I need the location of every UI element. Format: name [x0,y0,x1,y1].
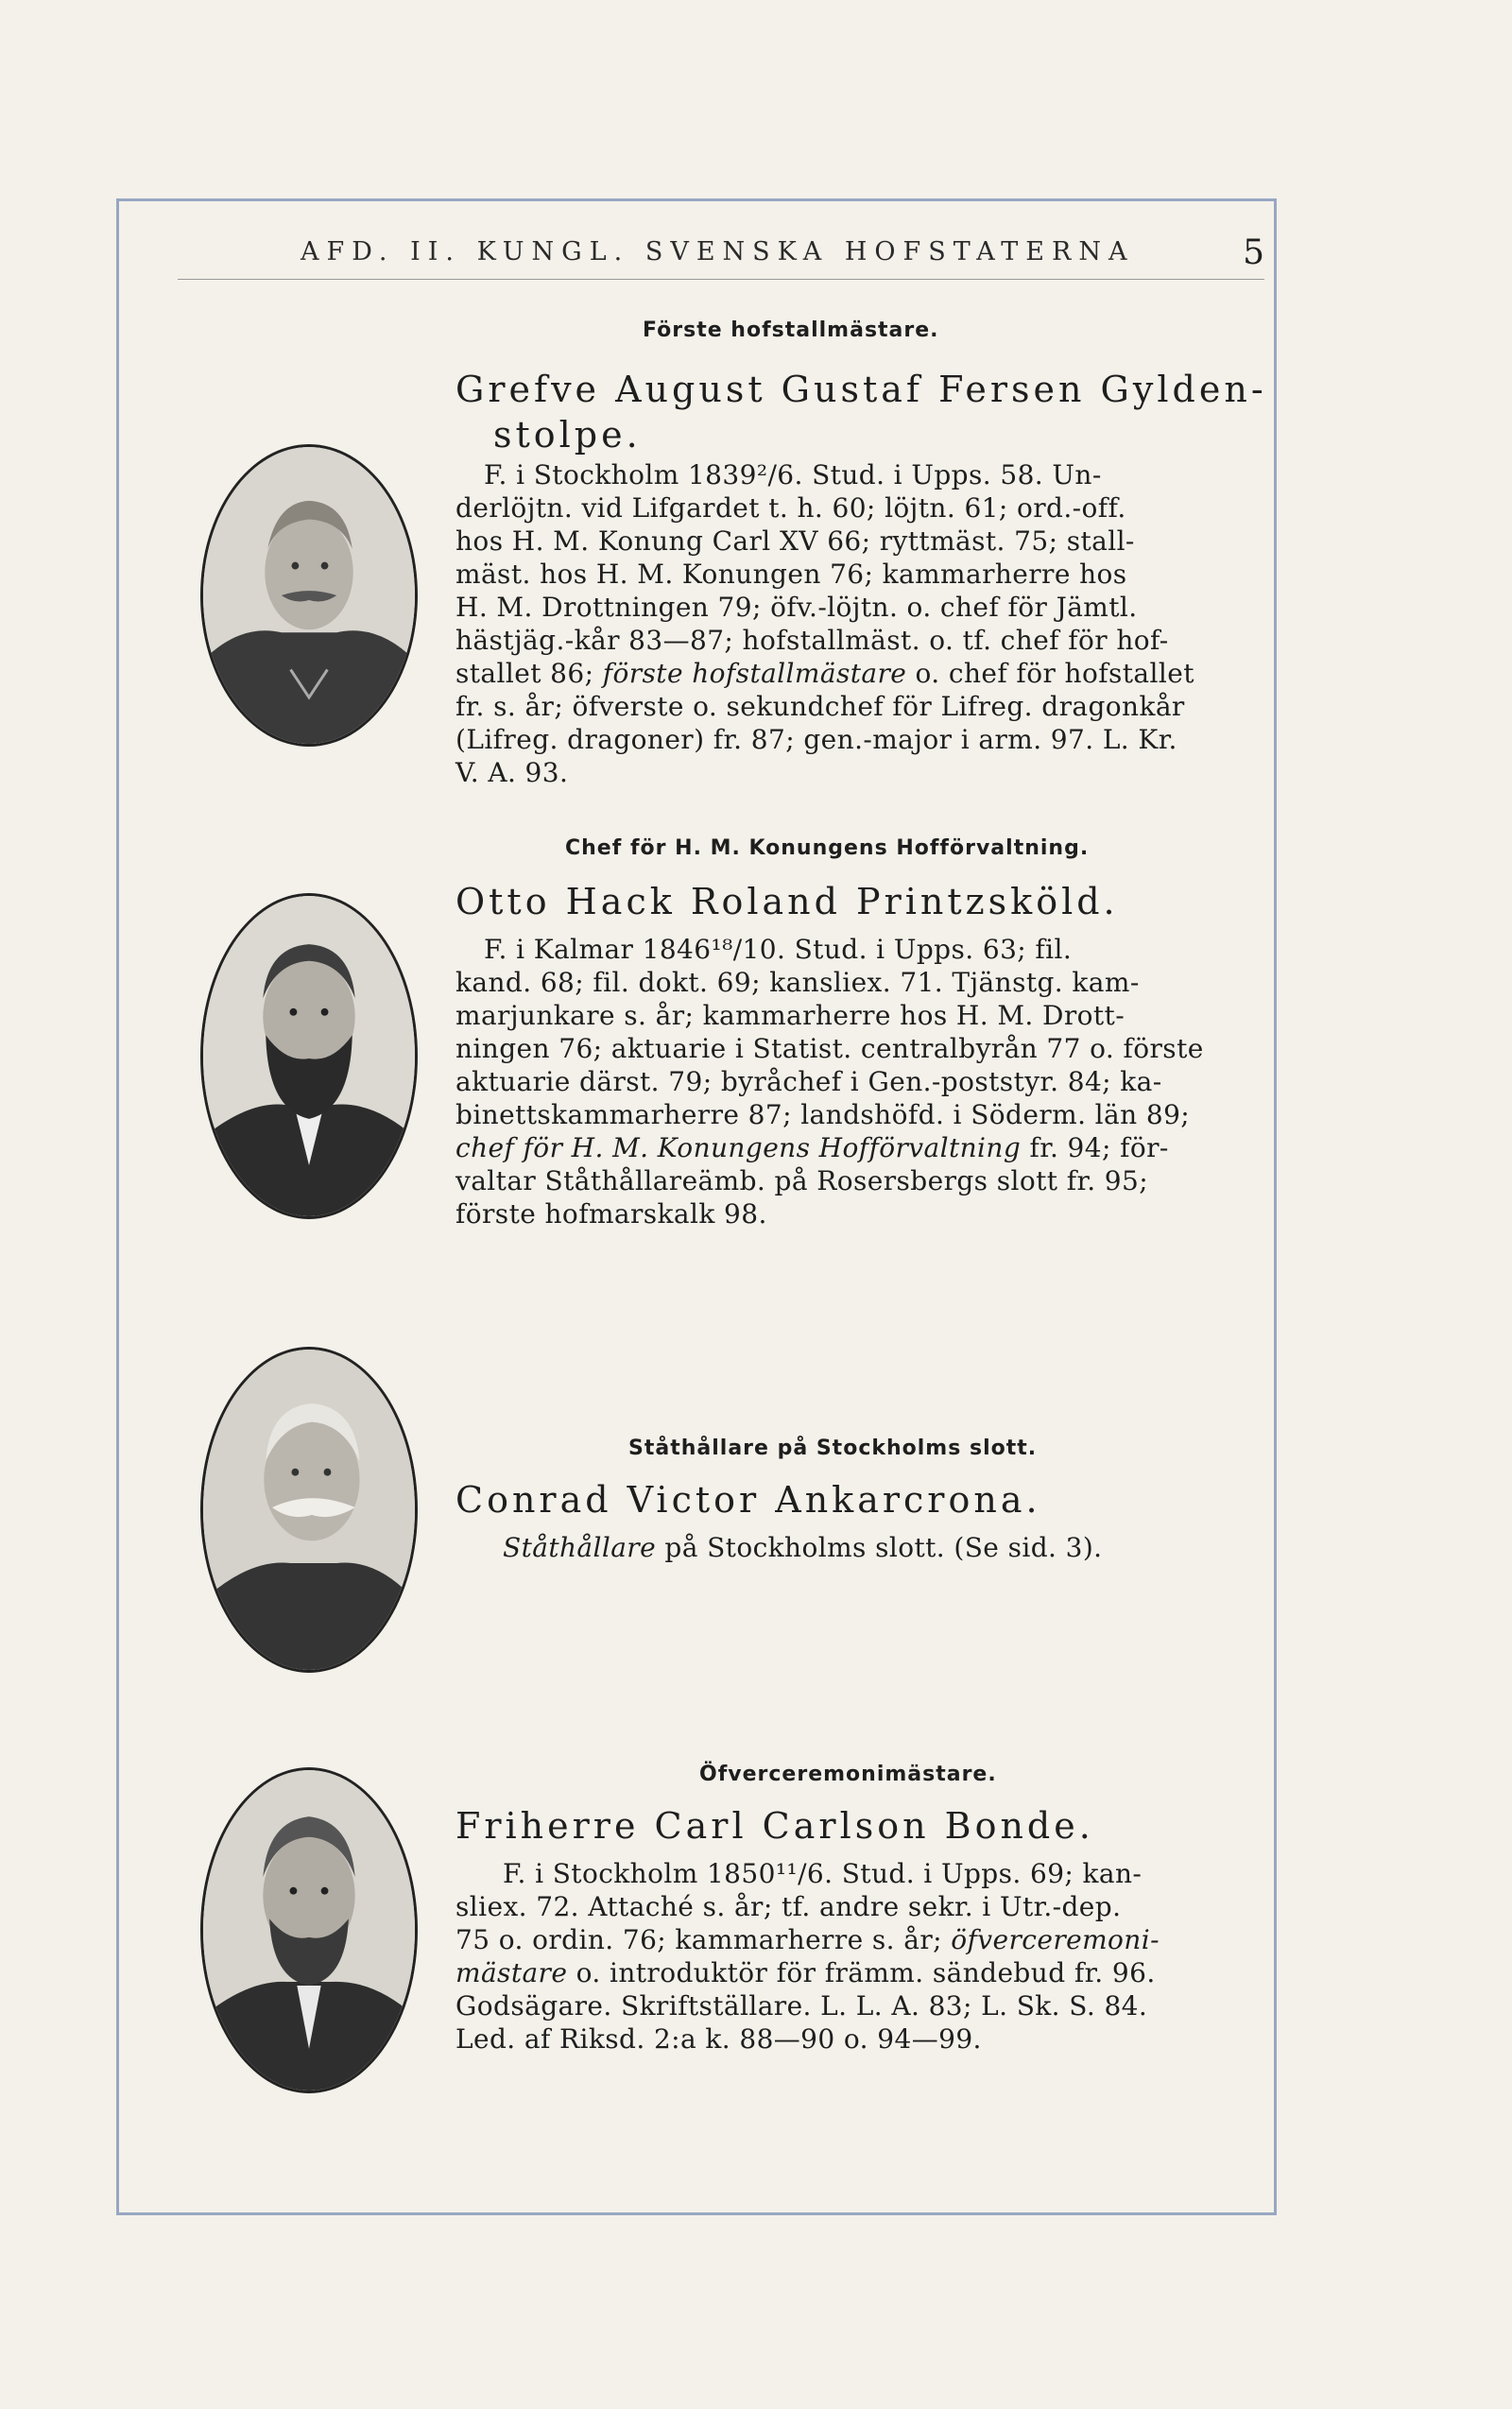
page-number: 5 [1243,233,1264,272]
person-name-2: Otto Hack Roland Printzsköld. [455,881,1119,922]
bio-2-line: F. i Kalmar 1846¹⁸/10. Stud. i Upps. 63; fil. [484,934,1073,965]
bio-2-line: ningen 76; aktuarie i Statist. centralbyrån 77 o. förste [455,1033,1204,1064]
bio-1-line: stallet 86; förste hofstallmästare o. chef för hofstallet [455,658,1194,689]
bio-1-line: hästjäg.-kår 83—87; hofstallmäst. o. tf. chef för hof- [455,625,1169,656]
portrait-bonde [200,1767,418,2093]
portrait-gyldenstolpe [200,444,418,747]
biography-3 [455,1531,1268,1564]
bio-4-line: F. i Stockholm 1850¹¹/6. Stud. i Upps. 69; kan- [503,1858,1143,1889]
bio-2-line: marjunkare s. år; kammarherre hos H. M. Drott- [455,1000,1125,1031]
italic-role: chef för H. M. Konungens Hofförvaltning [455,1132,1022,1163]
person-name-1-line1: Grefve August Gustaf Fersen Gylden- [455,369,1267,410]
bio-4-line: Godsägare. Skriftställare. L. L. A. 83; L. Sk. S. 84. [455,1990,1148,2022]
italic-role: öfverceremoni- [951,1924,1160,1955]
bio-3-line: Ståthållare på Stockholms slott. (Se sid. 3). [503,1532,1103,1563]
bio-2-line: aktuarie därst. 79; byråchef i Gen.-poststyr. 84; ka- [455,1066,1162,1097]
bio-1-line: F. i Stockholm 1839²/6. Stud. i Upps. 58. Un- [484,459,1102,490]
portrait-printzskold [200,893,418,1219]
role-title-4: Öfverceremonimästare. [699,1763,997,1786]
bio-1-line: H. M. Drottningen 79; öfv.-löjtn. o. chef för Jämtl. [455,592,1138,623]
italic-role: mästare [455,1957,568,1988]
bio-2-line: binettskammarherre 87; landshöfd. i Söderm. län 89; [455,1099,1191,1130]
biography-1 [455,458,1268,789]
bio-4-line: Led. af Riksd. 2:a k. 88—90 o. 94—99. [455,2023,982,2055]
person-name-1 [455,367,1268,457]
bio-2-line: chef för H. M. Konungens Hofförvaltning fr. 94; för- [455,1132,1169,1163]
running-header [178,232,1264,280]
bio-1-line: derlöjtn. vid Lifgardet t. h. 60; löjtn. 61; ord.-off. [455,492,1126,524]
person-name-3: Conrad Victor Ankarcrona. [455,1479,1041,1521]
bio-1-line: fr. s. år; öfverste o. sekundchef för Lifreg. dragonkår [455,691,1185,722]
running-title: AFD. II. KUNGL. SVENSKA HOFSTATERNA [301,237,1135,267]
biography-4 [455,1857,1268,2056]
bio-2-line: valtar Ståthållareämb. på Rosersbergs slott fr. 95; [455,1165,1149,1196]
role-title-3: Ståthållare på Stockholms slott. [628,1437,1038,1460]
bio-1-line: mäst. hos H. M. Konungen 76; kammarherre hos [455,559,1127,590]
italic-role: förste hofstallmästare [602,658,907,689]
role-title-1: Förste hofstallmästare. [643,318,939,342]
bio-4-line: 75 o. ordin. 76; kammarherre s. år; öfverceremoni- [455,1924,1160,1955]
bio-4-line: sliex. 72. Attaché s. år; tf. andre sekr. i Utr.-dep. [455,1891,1122,1922]
bio-4-line: mästare o. introduktör för främm. sändebud fr. 96. [455,1957,1156,1988]
portrait-ankarcrona [200,1347,418,1673]
bio-1-line: (Lifreg. dragoner) fr. 87; gen.-major i arm. 97. L. Kr. [455,724,1177,755]
role-title-2: Chef för H. M. Konungens Hofförvaltning. [565,836,1090,860]
bio-2-line: förste hofmarskalk 98. [455,1198,767,1230]
bio-2-line: kand. 68; fil. dokt. 69; kansliex. 71. Tjänstg. kam- [455,967,1140,998]
bio-1-line: hos H. M. Konung Carl XV 66; ryttmäst. 75; stall- [455,525,1135,557]
bio-1-line: V. A. 93. [455,757,569,788]
biography-2 [455,933,1268,1230]
person-name-1-line2: stolpe. [493,414,642,456]
italic-role: Ståthållare [503,1532,657,1563]
person-name-4: Friherre Carl Carlson Bonde. [455,1805,1094,1847]
